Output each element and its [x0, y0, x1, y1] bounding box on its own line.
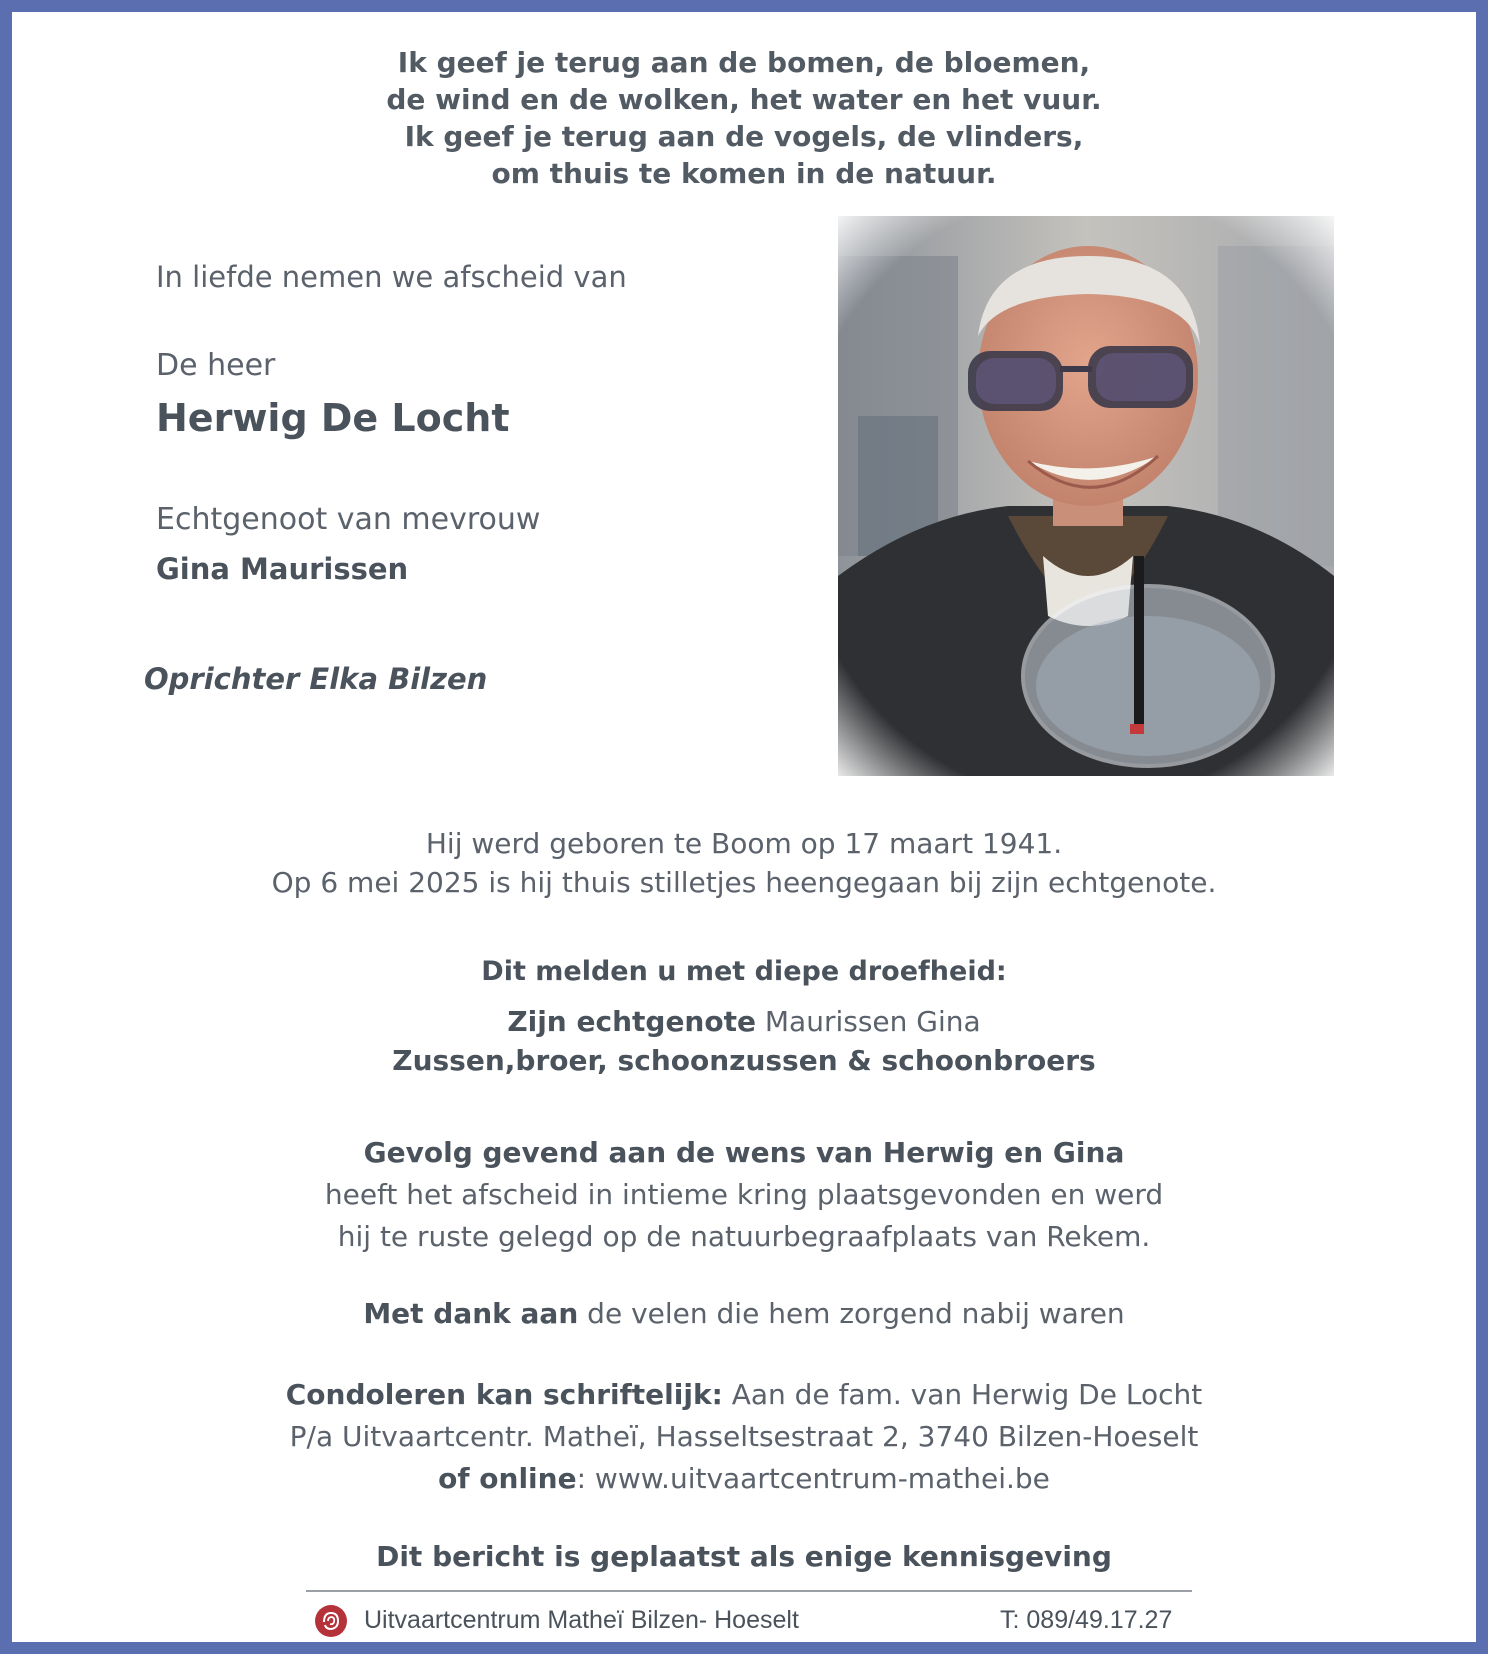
portrait-illustration	[838, 216, 1334, 776]
poem-line: de wind en de wolken, het water en het vuur.	[386, 83, 1102, 116]
condolences	[12, 1374, 1476, 1500]
died-line: Op 6 mei 2025 is hij thuis stilletjes heengegaan bij zijn echtgenote.	[271, 866, 1217, 899]
wish-bold: Gevolg gevend aan de wens van Herwig en Gina	[363, 1136, 1125, 1169]
poem	[12, 44, 1476, 192]
life-dates	[12, 824, 1476, 902]
online-url[interactable]: : www.uitvaartcentrum-mathei.be	[576, 1462, 1050, 1495]
poem-line: om thuis te komen in de natuur.	[491, 157, 997, 190]
condolences-address: P/a Uitvaartcentr. Matheï, Hasseltsestraat 2, 3740 Bilzen-Hoeselt	[289, 1420, 1199, 1453]
announce-heading: Dit melden u met diepe droefheid:	[481, 956, 1007, 987]
spouse-name: Gina Maurissen	[156, 552, 409, 586]
spouse-label: Echtgenoot van mevrouw	[156, 502, 541, 537]
thanks-line	[12, 1294, 1476, 1333]
condolences-bold: Condoleren kan schriftelijk:	[285, 1378, 723, 1411]
title-prefix: De heer	[156, 348, 276, 383]
online-bold: of online	[438, 1462, 577, 1495]
thanks-rest: de velen die hem zorgend nabij waren	[587, 1297, 1125, 1330]
wish-line: hij te ruste gelegd op de natuurbegraafplaats van Rekem.	[337, 1220, 1151, 1253]
notice-text: Dit bericht is geplaatst als enige kennisgeving	[376, 1540, 1112, 1573]
wish-line: heeft het afscheid in intieme kring plaatsgevonden en werd	[324, 1178, 1164, 1211]
condolences-line	[12, 1374, 1476, 1416]
wish-paragraph	[12, 1132, 1476, 1258]
portrait-photo	[838, 216, 1334, 776]
family-list	[12, 1002, 1476, 1080]
founder-text: Oprichter Elka Bilzen	[144, 662, 488, 696]
family-siblings: Zussen,broer, schoonzussen & schoonbroers	[392, 1044, 1096, 1077]
footer-divider	[306, 1590, 1192, 1592]
family-spouse-label: Zijn echtgenote	[507, 1005, 756, 1038]
poem-line: Ik geef je terug aan de bomen, de bloemen,	[397, 46, 1091, 79]
footer-company: Uitvaartcentrum Matheï Bilzen- Hoeselt	[364, 1606, 799, 1634]
deceased-name: Herwig De Locht	[156, 396, 510, 440]
rose-logo-icon	[314, 1604, 348, 1638]
born-line: Hij werd geboren te Boom op 17 maart 1941.	[425, 827, 1063, 860]
poem-line: Ik geef je terug aan de vogels, de vlinders,	[404, 120, 1084, 153]
intro-text: In liefde nemen we afscheid van	[156, 260, 627, 294]
condolences-online	[12, 1458, 1476, 1500]
thanks-bold: Met dank aan	[363, 1297, 579, 1330]
obituary-card	[12, 12, 1476, 1642]
family-spouse-value: Maurissen Gina	[764, 1005, 981, 1038]
footer-phone: T: 089/49.17.27	[1000, 1606, 1173, 1634]
family-spouse-line	[12, 1002, 1476, 1041]
condolences-rest: Aan de fam. van Herwig De Locht	[731, 1378, 1203, 1411]
